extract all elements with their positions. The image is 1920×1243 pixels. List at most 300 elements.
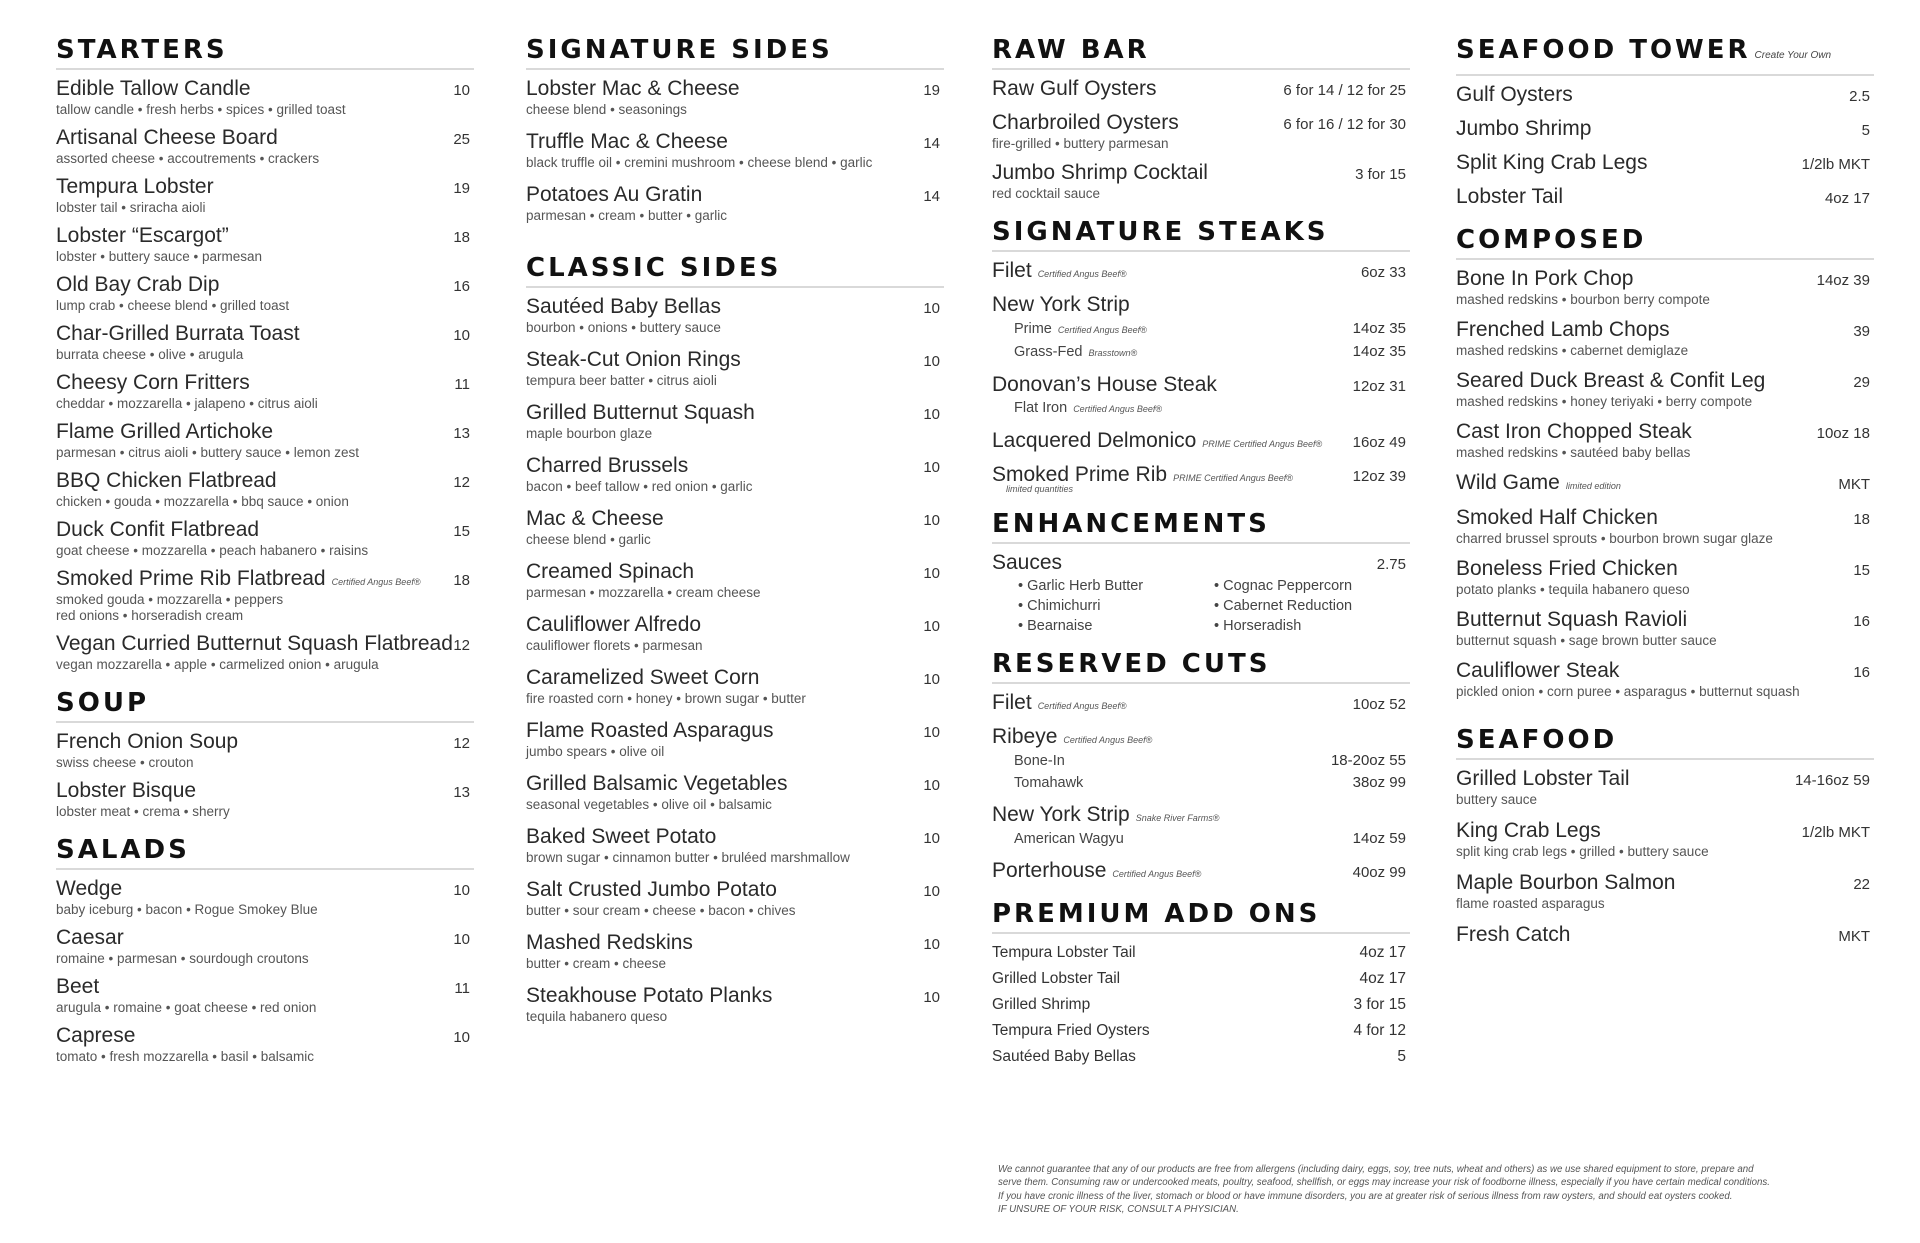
menu-item-description: lobster meat • crema • sherry bbox=[56, 804, 230, 819]
menu-sub-item-price: 14oz 59 bbox=[1352, 830, 1406, 847]
menu-item-row bbox=[992, 258, 1410, 284]
menu-item bbox=[526, 76, 944, 118]
menu-item-name: Cauliflower Alfredo bbox=[526, 613, 702, 636]
menu-column-2 bbox=[526, 34, 944, 1039]
menu-item-row bbox=[992, 292, 1410, 318]
menu-sub-item-price: 14oz 35 bbox=[1352, 320, 1406, 337]
menu-item-price: 6oz 33 bbox=[1360, 264, 1406, 281]
menu-item-name-group bbox=[1456, 116, 1591, 142]
menu-item-name: Salt Crusted Jumbo Potato bbox=[526, 878, 777, 901]
menu-item-name-group bbox=[526, 877, 777, 903]
menu-item-price: 16 bbox=[453, 278, 470, 295]
menu-sub-item-name: American Wagyu bbox=[1014, 831, 1124, 847]
menu-item-name: Cheesy Corn Fritters bbox=[56, 371, 250, 394]
sauces-label: Sauces bbox=[992, 551, 1063, 574]
menu-item-row bbox=[1456, 505, 1874, 531]
menu-item-description: buttery sauce bbox=[1456, 792, 1538, 807]
allergen-disclaimer bbox=[998, 1163, 1868, 1217]
menu-item-name: Gulf Oysters bbox=[1456, 83, 1573, 106]
disclaimer-line: If you have cronic illness of the liver, stomach or blood or have immune disorders, you are at greater risk of serious illness from raw oysters, and should eat oysters cooked. bbox=[998, 1190, 1733, 1202]
menu-item-name: Charred Brussels bbox=[526, 454, 689, 477]
menu-item-name-group bbox=[56, 517, 259, 543]
menu-item-name-group bbox=[56, 76, 251, 102]
menu-item bbox=[992, 76, 1410, 102]
menu-item-row bbox=[56, 876, 474, 902]
menu-item-description: tallow candle • fresh herbs • spices • grilled toast bbox=[56, 102, 346, 117]
menu-item-price: 10 bbox=[923, 459, 940, 476]
menu-item bbox=[526, 771, 944, 813]
menu-item-description: parmesan • citrus aioli • buttery sauce • lemon zest bbox=[56, 445, 360, 460]
menu-item-row bbox=[56, 631, 474, 657]
section-heading bbox=[1456, 724, 1874, 760]
menu-item-note: Certified Angus Beef® bbox=[1037, 701, 1127, 711]
menu-item-name-group bbox=[526, 294, 721, 320]
menu-item-price: 22 bbox=[1853, 876, 1870, 893]
menu-item bbox=[1456, 368, 1874, 410]
menu-item-name: Smoked Half Chicken bbox=[1456, 506, 1658, 529]
menu-item-row bbox=[1456, 818, 1874, 844]
menu-item-price: 10 bbox=[923, 671, 940, 688]
menu-item-row bbox=[1456, 870, 1874, 896]
menu-item-name: Duck Confit Flatbread bbox=[56, 518, 260, 541]
sauce-option: • Bearnaise bbox=[1018, 618, 1093, 634]
menu-item-row bbox=[56, 566, 474, 592]
menu-item-name-group bbox=[992, 724, 1152, 750]
sauce-option: • Horseradish bbox=[1214, 618, 1302, 634]
menu-item-price: 29 bbox=[1853, 374, 1870, 391]
menu-item-description: tequila habanero queso bbox=[526, 1009, 668, 1024]
menu-item-name: Caramelized Sweet Corn bbox=[526, 666, 760, 689]
menu-item-price: 3 for 15 bbox=[1355, 166, 1406, 183]
menu-item-row bbox=[56, 370, 474, 396]
menu-item-name-group bbox=[526, 930, 693, 956]
menu-item-name: Maple Bourbon Salmon bbox=[1456, 871, 1676, 894]
sauces-price: 2.75 bbox=[1376, 556, 1406, 573]
menu-item-name: Beet bbox=[56, 975, 100, 998]
menu-item-name: Old Bay Crab Dip bbox=[56, 273, 220, 296]
menu-item-name: Truffle Mac & Cheese bbox=[526, 130, 728, 153]
menu-item-name: BBQ Chicken Flatbread bbox=[56, 469, 277, 492]
menu-item-name: Flame Grilled Artichoke bbox=[56, 420, 274, 443]
menu-item bbox=[526, 665, 944, 707]
menu-item-note: Certified Angus Beef® bbox=[1063, 735, 1153, 745]
menu-item-name-group bbox=[56, 272, 219, 298]
menu-item-name: Lobster Tail bbox=[1456, 185, 1564, 208]
menu-item-description: bourbon • onions • buttery sauce bbox=[526, 320, 721, 335]
menu-sub-item-note: Brasstown® bbox=[1088, 348, 1138, 358]
menu-item-name: New York Strip bbox=[992, 293, 1130, 316]
menu-item-note: Certified Angus Beef® bbox=[1112, 869, 1202, 879]
menu-section bbox=[526, 252, 944, 1025]
menu-item-price: 14 bbox=[923, 188, 940, 205]
menu-item-name-group bbox=[56, 370, 250, 396]
menu-item-price: 10 bbox=[923, 724, 940, 741]
menu-item-limited: limited quantities bbox=[1006, 484, 1074, 494]
menu-item-description: jumbo spears • olive oil bbox=[526, 744, 665, 759]
menu-item-name-group bbox=[56, 729, 238, 755]
menu-item-price: 1/2lb MKT bbox=[1801, 824, 1870, 841]
menu-item bbox=[56, 76, 474, 118]
menu-item bbox=[526, 824, 944, 866]
menu-item bbox=[1456, 116, 1874, 142]
menu-item-price: MKT bbox=[1838, 928, 1870, 945]
menu-item-description: chicken • gouda • mozzarella • bbq sauce • onion bbox=[56, 494, 349, 509]
menu-item bbox=[56, 974, 474, 1016]
menu-item-description: butter • cream • cheese bbox=[526, 956, 667, 971]
menu-item-description: tomato • fresh mozzarella • basil • balsamic bbox=[56, 1049, 315, 1064]
menu-item-row bbox=[992, 160, 1410, 186]
add-on-price: 5 bbox=[1397, 1048, 1406, 1065]
menu-item-row bbox=[1456, 658, 1874, 684]
menu-item-description: parmesan • cream • butter • garlic bbox=[526, 208, 728, 223]
menu-item bbox=[992, 428, 1410, 454]
menu-item-price: 11 bbox=[454, 980, 470, 997]
sauce-option: • Chimichurri bbox=[1018, 598, 1101, 614]
menu-item-name: Mashed Redskins bbox=[526, 931, 693, 954]
menu-item-price: 10 bbox=[923, 406, 940, 423]
menu-item-name: Charbroiled Oysters bbox=[992, 111, 1179, 134]
menu-item-row bbox=[992, 802, 1410, 828]
menu-item-description: arugula • romaine • goat cheese • red onion bbox=[56, 1000, 317, 1015]
menu-item-row bbox=[526, 559, 944, 585]
menu-item bbox=[992, 110, 1410, 152]
menu-item bbox=[526, 877, 944, 919]
menu-item-price: 11 bbox=[454, 376, 470, 393]
menu-item-description: brown sugar • cinnamon butter • bruléed marshmallow bbox=[526, 850, 850, 865]
menu-item-description: swiss cheese • crouton bbox=[56, 755, 194, 770]
menu-item-name-group bbox=[526, 76, 740, 102]
section-title: SOUP bbox=[56, 688, 149, 718]
menu-item-description: fire-grilled • buttery parmesan bbox=[992, 136, 1169, 151]
menu-item-price: 16oz 49 bbox=[1352, 434, 1406, 451]
menu-item-row bbox=[1456, 184, 1874, 210]
menu-sub-item bbox=[992, 318, 1410, 341]
menu-item bbox=[526, 129, 944, 171]
menu-item-description: cauliflower florets • parmesan bbox=[526, 638, 703, 653]
menu-item bbox=[526, 453, 944, 495]
menu-item-name: Tempura Lobster bbox=[56, 175, 214, 198]
menu-item-row bbox=[56, 125, 474, 151]
menu-item-name: Cast Iron Chopped Steak bbox=[1456, 420, 1692, 443]
menu-item-row bbox=[526, 612, 944, 638]
menu-item-row bbox=[526, 347, 944, 373]
menu-item-price: MKT bbox=[1838, 476, 1870, 493]
menu-item-row bbox=[1456, 150, 1874, 176]
menu-item-price: 10 bbox=[453, 82, 470, 99]
menu-section bbox=[992, 648, 1410, 884]
menu-item bbox=[1456, 556, 1874, 598]
add-on-name: Grilled Shrimp bbox=[992, 996, 1091, 1013]
section-heading bbox=[526, 34, 944, 70]
menu-item-name: Vegan Curried Butternut Squash Flatbread bbox=[56, 632, 453, 655]
menu-item-price: 10 bbox=[923, 777, 940, 794]
menu-item-description: mashed redskins • sautéed baby bellas bbox=[1456, 445, 1691, 460]
menu-item-row bbox=[992, 690, 1410, 716]
menu-item-name: Steakhouse Potato Planks bbox=[526, 984, 773, 1007]
menu-item-row bbox=[526, 771, 944, 797]
menu-item-row bbox=[526, 930, 944, 956]
menu-item-row bbox=[56, 272, 474, 298]
menu-item-description: butternut squash • sage brown butter sauce bbox=[1456, 633, 1717, 648]
menu-item bbox=[56, 729, 474, 771]
menu-item-price: 6 for 14 / 12 for 25 bbox=[1283, 82, 1406, 99]
menu-item-price: 14 bbox=[923, 135, 940, 152]
menu-item-name-group bbox=[56, 321, 300, 347]
menu-item-price: 16 bbox=[1853, 664, 1870, 681]
section-heading bbox=[1456, 224, 1874, 260]
menu-item-name-group bbox=[992, 372, 1217, 398]
add-on-name: Tempura Lobster Tail bbox=[992, 944, 1136, 961]
menu-item-row bbox=[526, 294, 944, 320]
section-heading bbox=[992, 898, 1410, 934]
menu-item-price: 10oz 52 bbox=[1352, 696, 1406, 713]
add-on-name: Sautéed Baby Bellas bbox=[992, 1048, 1136, 1065]
menu-item-name-group bbox=[526, 771, 787, 797]
menu-item-row bbox=[526, 506, 944, 532]
menu-item-name: Sautéed Baby Bellas bbox=[526, 295, 721, 318]
menu-item-price: 15 bbox=[453, 523, 470, 540]
menu-item bbox=[56, 174, 474, 216]
menu-item-name: Lobster “Escargot” bbox=[56, 224, 229, 247]
menu-item bbox=[992, 690, 1410, 716]
menu-item-name: Char-Grilled Burrata Toast bbox=[56, 322, 300, 345]
menu-item bbox=[1456, 266, 1874, 308]
menu-item-description: flame roasted asparagus bbox=[1456, 896, 1605, 911]
menu-item-name: Lobster Mac & Cheese bbox=[526, 77, 740, 100]
menu-item-note: Snake River Farms® bbox=[1135, 813, 1220, 823]
menu-item-row bbox=[526, 877, 944, 903]
menu-item-name: Smoked Prime Rib bbox=[992, 463, 1168, 486]
menu-item bbox=[1456, 658, 1874, 700]
menu-item-row bbox=[992, 428, 1410, 454]
section-title: SIGNATURE STEAKS bbox=[992, 217, 1329, 247]
menu-item-price: 18 bbox=[1853, 511, 1870, 528]
menu-item-price: 10 bbox=[453, 882, 470, 899]
menu-item-row bbox=[1456, 82, 1874, 108]
menu-item-name: Wedge bbox=[56, 877, 123, 900]
menu-sub-item-note: Certified Angus Beef® bbox=[1057, 325, 1147, 335]
section-title: COMPOSED bbox=[1456, 225, 1647, 255]
menu-item-description: parmesan • mozzarella • cream cheese bbox=[526, 585, 761, 600]
section-title: STARTERS bbox=[56, 35, 228, 65]
menu-item bbox=[56, 778, 474, 820]
menu-item-name-group bbox=[1456, 368, 1765, 394]
menu-item bbox=[526, 612, 944, 654]
menu-item-name-group bbox=[992, 802, 1219, 828]
menu-item bbox=[1456, 184, 1874, 210]
menu-item bbox=[56, 925, 474, 967]
menu-item-price: 19 bbox=[453, 180, 470, 197]
menu-item-name: Bone In Pork Chop bbox=[1456, 267, 1634, 290]
menu-item-name-group bbox=[56, 223, 229, 249]
menu-item-description: seasonal vegetables • olive oil • balsamic bbox=[526, 797, 772, 812]
menu-sub-item-name: Grass-Fed bbox=[1014, 344, 1083, 360]
menu-item-name: Baked Sweet Potato bbox=[526, 825, 717, 848]
menu-item-row bbox=[56, 1023, 474, 1049]
menu-item bbox=[1456, 317, 1874, 359]
menu-item bbox=[56, 876, 474, 918]
add-on-item bbox=[992, 1044, 1410, 1070]
menu-sub-item-name-group bbox=[1014, 751, 1065, 772]
menu-item-name-group bbox=[526, 983, 772, 1009]
section-heading bbox=[526, 252, 944, 288]
menu-item-description: lump crab • cheese blend • grilled toast bbox=[56, 298, 290, 313]
menu-item-row bbox=[1456, 419, 1874, 445]
menu-item-name: Jumbo Shrimp Cocktail bbox=[992, 161, 1208, 184]
add-on-item bbox=[992, 940, 1410, 966]
menu-item bbox=[56, 125, 474, 167]
menu-item bbox=[56, 631, 474, 673]
menu-item bbox=[992, 160, 1410, 202]
menu-item bbox=[1456, 922, 1874, 948]
menu-item-name-group bbox=[526, 400, 755, 426]
menu-item bbox=[1456, 766, 1874, 808]
menu-item bbox=[526, 506, 944, 548]
menu-item-name: Grilled Balsamic Vegetables bbox=[526, 772, 788, 795]
menu-item-price: 4oz 17 bbox=[1824, 190, 1870, 207]
add-on-price: 4oz 17 bbox=[1359, 970, 1406, 987]
menu-item-price: 25 bbox=[453, 131, 470, 148]
menu-item-name-group bbox=[526, 506, 664, 532]
sauce-list bbox=[992, 578, 1410, 634]
menu-item-row bbox=[56, 76, 474, 102]
menu-item-description: butter • sour cream • cheese • bacon • chives bbox=[526, 903, 796, 918]
menu-item-row bbox=[56, 729, 474, 755]
menu-item bbox=[992, 802, 1410, 850]
menu-item-description: lobster tail • sriracha aioli bbox=[56, 200, 206, 215]
menu-item-price: 16 bbox=[1853, 613, 1870, 630]
menu-item-row bbox=[526, 824, 944, 850]
menu-item-name-group bbox=[56, 125, 278, 151]
menu-item-row bbox=[526, 983, 944, 1009]
menu-sub-item bbox=[992, 750, 1410, 772]
menu-item-price: 14-16oz 59 bbox=[1794, 772, 1870, 789]
menu-item-description: split king crab legs • grilled • buttery sauce bbox=[1456, 844, 1709, 859]
menu-item-name-group bbox=[1456, 870, 1675, 896]
menu-section bbox=[992, 216, 1410, 494]
add-on-item bbox=[992, 992, 1410, 1018]
menu-item-name-group bbox=[526, 453, 688, 479]
menu-column-1 bbox=[56, 34, 474, 1079]
menu-item-name: Fresh Catch bbox=[1456, 923, 1571, 946]
menu-item-description: mashed redskins • bourbon berry compote bbox=[1456, 292, 1710, 307]
menu-column-3 bbox=[992, 34, 1410, 1084]
menu-item-note: PRIME Certified Angus Beef® bbox=[1202, 439, 1323, 449]
menu-item-description: potato planks • tequila habanero queso bbox=[1456, 582, 1690, 597]
menu-item-price: 15 bbox=[1853, 562, 1870, 579]
menu-item-name: Porterhouse bbox=[992, 859, 1107, 882]
disclaimer-line: We cannot guarantee that any of our products are free from allergens (including dairy, eggs, soy, tree nuts, wheat and others) as we use shared equipment to store, prepare and bbox=[998, 1164, 1754, 1175]
menu-item-name: Edible Tallow Candle bbox=[56, 77, 251, 100]
menu-sub-item-price: 18-20oz 55 bbox=[1330, 752, 1406, 769]
menu-item-description: maple bourbon glaze bbox=[526, 426, 653, 441]
menu-item bbox=[526, 983, 944, 1025]
menu-item-description: assorted cheese • accoutrements • crackers bbox=[56, 151, 320, 166]
menu-item-row bbox=[56, 174, 474, 200]
menu-item-name: Grilled Butternut Squash bbox=[526, 401, 755, 424]
disclaimer-line: IF UNSURE OF YOUR RISK, CONSULT A PHYSICIAN. bbox=[998, 1204, 1239, 1216]
sauce-option: • Cognac Peppercorn bbox=[1214, 578, 1353, 594]
menu-item-name: Smoked Prime Rib Flatbread bbox=[56, 567, 326, 590]
menu-item-price: 40oz 99 bbox=[1352, 864, 1406, 881]
menu-item-note: PRIME Certified Angus Beef® bbox=[1173, 473, 1293, 483]
menu-sub-item bbox=[992, 398, 1410, 420]
menu-item-name-group bbox=[526, 824, 716, 850]
menu-item bbox=[56, 517, 474, 559]
menu-item-row bbox=[992, 372, 1410, 398]
menu-item-row bbox=[56, 974, 474, 1000]
menu-item-description: cheese blend • seasonings bbox=[526, 102, 687, 117]
menu-item-name-group bbox=[526, 559, 694, 585]
menu-item-name-group bbox=[1456, 556, 1678, 582]
menu-item-price: 12 bbox=[453, 735, 470, 752]
menu-item bbox=[1456, 419, 1874, 461]
section-title: PREMIUM ADD ONS bbox=[992, 899, 1321, 929]
menu-item-note: Certified Angus Beef® bbox=[1037, 269, 1127, 279]
menu-item bbox=[992, 858, 1410, 884]
menu-section bbox=[992, 898, 1410, 1070]
section-heading bbox=[56, 687, 474, 723]
section-heading bbox=[1456, 34, 1874, 76]
menu-item-name: Butternut Squash Ravioli bbox=[1456, 608, 1688, 631]
menu-item-name-group bbox=[526, 612, 701, 638]
section-title: SALADS bbox=[56, 835, 190, 865]
menu-item-price: 12 bbox=[453, 474, 470, 491]
menu-item-name: Lacquered Delmonico bbox=[992, 429, 1197, 452]
menu-item bbox=[56, 419, 474, 461]
menu-item-name-group bbox=[526, 129, 728, 155]
menu-item-price: 10 bbox=[453, 1029, 470, 1046]
menu-item-price: 18 bbox=[453, 572, 470, 589]
menu-item-name-group bbox=[992, 858, 1201, 884]
menu-item-name: Steak-Cut Onion Rings bbox=[526, 348, 741, 371]
menu-item-row bbox=[992, 110, 1410, 136]
menu-item-description: burrata cheese • olive • arugula bbox=[56, 347, 244, 362]
menu-item-name: Wild Game bbox=[1456, 471, 1560, 494]
menu-item bbox=[526, 347, 944, 389]
menu-item-name-group bbox=[1456, 658, 1619, 684]
section-title: SEAFOOD bbox=[1456, 725, 1618, 755]
menu-item-price: 18 bbox=[453, 229, 470, 246]
menu-item-name-group bbox=[1456, 150, 1647, 176]
section-heading bbox=[56, 834, 474, 870]
menu-section bbox=[56, 34, 474, 673]
section-heading bbox=[992, 34, 1410, 70]
menu-item-name: Frenched Lamb Chops bbox=[1456, 318, 1670, 341]
menu-item-name-group bbox=[992, 76, 1157, 102]
menu-item-price: 10 bbox=[923, 883, 940, 900]
menu-item-name-group bbox=[1456, 505, 1658, 531]
menu-item-name-group bbox=[56, 778, 196, 804]
menu-item-note: limited edition bbox=[1565, 481, 1621, 491]
menu-item-name: Cauliflower Steak bbox=[1456, 659, 1620, 682]
menu-item-name-group bbox=[56, 1023, 135, 1049]
menu-item-description: red onions • horseradish cream bbox=[56, 608, 244, 623]
menu-item-name: Lobster Bisque bbox=[56, 779, 197, 802]
menu-item-name: Filet bbox=[992, 259, 1032, 282]
menu-item-price: 13 bbox=[453, 784, 470, 801]
sauces-row bbox=[992, 550, 1410, 576]
menu-item-name-group bbox=[992, 258, 1127, 284]
menu-item bbox=[992, 292, 1410, 364]
menu-item-description: smoked gouda • mozzarella • peppers bbox=[56, 592, 284, 607]
menu-item-price: 2.5 bbox=[1849, 88, 1870, 105]
menu-item-name: Split King Crab Legs bbox=[1456, 151, 1648, 174]
add-on-price: 3 for 15 bbox=[1353, 996, 1406, 1013]
menu-item-name-group bbox=[526, 718, 773, 744]
menu-item-price: 10oz 18 bbox=[1816, 425, 1870, 442]
menu-sub-item bbox=[992, 772, 1410, 794]
